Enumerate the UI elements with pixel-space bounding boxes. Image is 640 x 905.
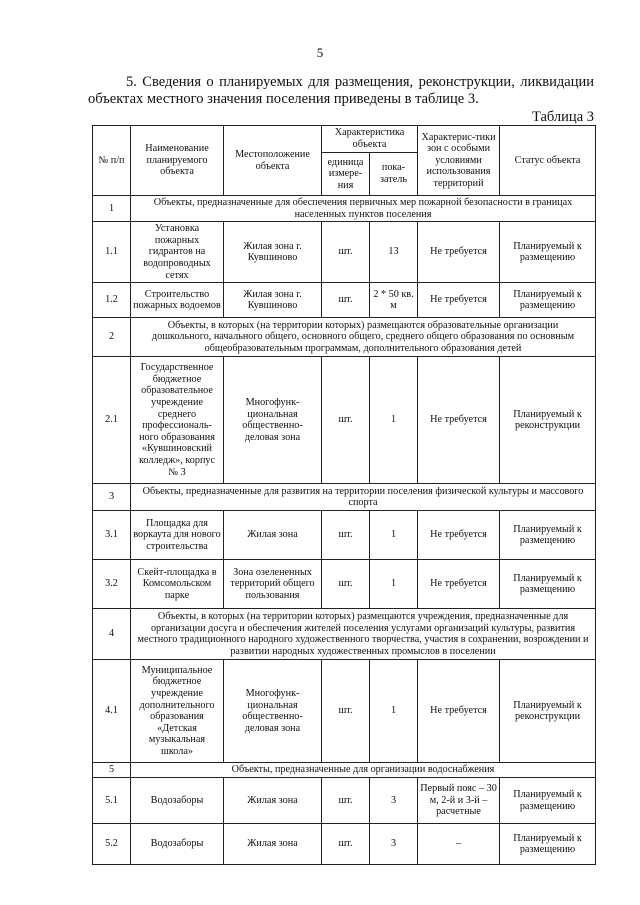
row-status: Планируемый к размещению [500, 824, 596, 865]
table-row [93, 824, 596, 865]
row-value: 1 [370, 560, 418, 609]
header-unit: единица измере-ния [322, 153, 370, 196]
section-row [93, 196, 596, 222]
section-title: Объекты, в которых (на территории которых) размещаются образовательные организации дошкольного, начального общего, основного общего, среднего общего образования по основным общеобразовательным программам, дополнительного образования детей [131, 318, 596, 357]
row-status: Планируемый к размещению [500, 283, 596, 318]
section-row [93, 318, 596, 357]
row-name: Строительство пожарных водоемов [131, 283, 224, 318]
section-num: 3 [93, 484, 131, 511]
row-value: 1 [370, 511, 418, 560]
row-zones: Не требуется [418, 283, 500, 318]
row-name: Скейт-площадка в Комсомольском парке [131, 560, 224, 609]
row-unit: шт. [322, 511, 370, 560]
row-zones: Не требуется [418, 511, 500, 560]
row-unit: шт. [322, 283, 370, 318]
row-name: Муниципальное бюджетное учреждение дополнительного образования «Детская музыкальная школа» [131, 660, 224, 763]
table-row [93, 778, 596, 824]
row-value: 3 [370, 824, 418, 865]
row-num: 2.1 [93, 357, 131, 484]
row-location: Зона озелененных территорий общего пользования [224, 560, 322, 609]
row-name: Площадка для воркаута для нового строительства [131, 511, 224, 560]
row-name: Водозаборы [131, 824, 224, 865]
row-zones: Не требуется [418, 357, 500, 484]
section-title: Объекты, предназначенные для организации водоснабжения [131, 763, 596, 778]
section-num: 4 [93, 609, 131, 660]
row-value: 2 * 50 кв. м [370, 283, 418, 318]
row-status: Планируемый к размещению [500, 778, 596, 824]
row-status: Планируемый к реконструкции [500, 660, 596, 763]
row-value: 3 [370, 778, 418, 824]
row-value: 1 [370, 357, 418, 484]
page-number: 5 [316, 45, 324, 60]
row-value: 1 [370, 660, 418, 763]
row-num: 1.2 [93, 283, 131, 318]
table-header-row-1 [93, 126, 596, 153]
row-num: 3.1 [93, 511, 131, 560]
intro-paragraph [88, 74, 594, 108]
table-row [93, 222, 596, 283]
header-num: № п/п [93, 126, 131, 196]
row-status: Планируемый к размещению [500, 222, 596, 283]
row-location: Жилая зона [224, 511, 322, 560]
section-title: Объекты, предназначенные для обеспечения первичных мер пожарной безопасности в границах населенных пунктов поселения [131, 196, 596, 222]
row-location: Жилая зона г. Кувшиново [224, 283, 322, 318]
row-num: 5.1 [93, 778, 131, 824]
row-status: Планируемый к реконструкции [500, 357, 596, 484]
row-location: Жилая зона г. Кувшиново [224, 222, 322, 283]
table-row [93, 511, 596, 560]
table-row [93, 660, 596, 763]
section-num: 5 [93, 763, 131, 778]
row-name: Установка пожарных гидрантов на водопроводных сетях [131, 222, 224, 283]
row-zones: Не требуется [418, 660, 500, 763]
row-zones: Первый пояс – 30 м, 2-й и 3-й – расчетные [418, 778, 500, 824]
row-num: 4.1 [93, 660, 131, 763]
row-unit: шт. [322, 222, 370, 283]
row-num: 1.1 [93, 222, 131, 283]
table-caption: Таблица 3 [531, 109, 594, 125]
row-status: Планируемый к размещению [500, 560, 596, 609]
row-status: Планируемый к размещению [500, 511, 596, 560]
row-location: Многофунк-циональная общественно-деловая зона [224, 660, 322, 763]
table-row [93, 283, 596, 318]
section-title: Объекты, предназначенные для развития на территории поселения физической культуры и массового спорта [131, 484, 596, 511]
row-unit: шт. [322, 660, 370, 763]
section-row [93, 484, 596, 511]
row-location: Жилая зона [224, 824, 322, 865]
section-num: 1 [93, 196, 131, 222]
row-unit: шт. [322, 778, 370, 824]
row-unit: шт. [322, 357, 370, 484]
intro-text: 5. Сведения о планируемых для размещения, реконструкции, ликвидации объектах местного значения поселения приведены в таблице 3. [88, 74, 594, 107]
row-name: Государственное бюджетное образовательное учреждение среднего профессиональ-ного образования «Кувшиновский колледж», корпус № 3 [131, 357, 224, 484]
row-location: Жилая зона [224, 778, 322, 824]
header-characteristics: Характеристика объекта [322, 126, 418, 153]
table-row [93, 357, 596, 484]
section-row [93, 609, 596, 660]
section-num: 2 [93, 318, 131, 357]
row-location: Многофунк-циональная общественно-деловая зона [224, 357, 322, 484]
row-value: 13 [370, 222, 418, 283]
header-status: Статус объекта [500, 126, 596, 196]
row-zones: – [418, 824, 500, 865]
header-zones: Характерис-тики зон с особыми условиями использования территорий [418, 126, 500, 196]
row-num: 3.2 [93, 560, 131, 609]
objects-table [92, 125, 596, 865]
row-unit: шт. [322, 560, 370, 609]
row-num: 5.2 [93, 824, 131, 865]
row-zones: Не требуется [418, 560, 500, 609]
section-row [93, 763, 596, 778]
row-name: Водозаборы [131, 778, 224, 824]
header-location: Местоположение объекта [224, 126, 322, 196]
header-name: Наименование планируемого объекта [131, 126, 224, 196]
section-title: Объекты, в которых (на территории которых) размещаются учреждения, предназначенные для организации досуга и обеспечения жителей поселения услугами организаций культуры, развития местного традиционного народного художественного творчества, участия в сохранении, возрождении и развитии народных художественных промыслов в поселении [131, 609, 596, 660]
row-zones: Не требуется [418, 222, 500, 283]
row-unit: шт. [322, 824, 370, 865]
table-row [93, 560, 596, 609]
header-value: пока-затель [370, 153, 418, 196]
